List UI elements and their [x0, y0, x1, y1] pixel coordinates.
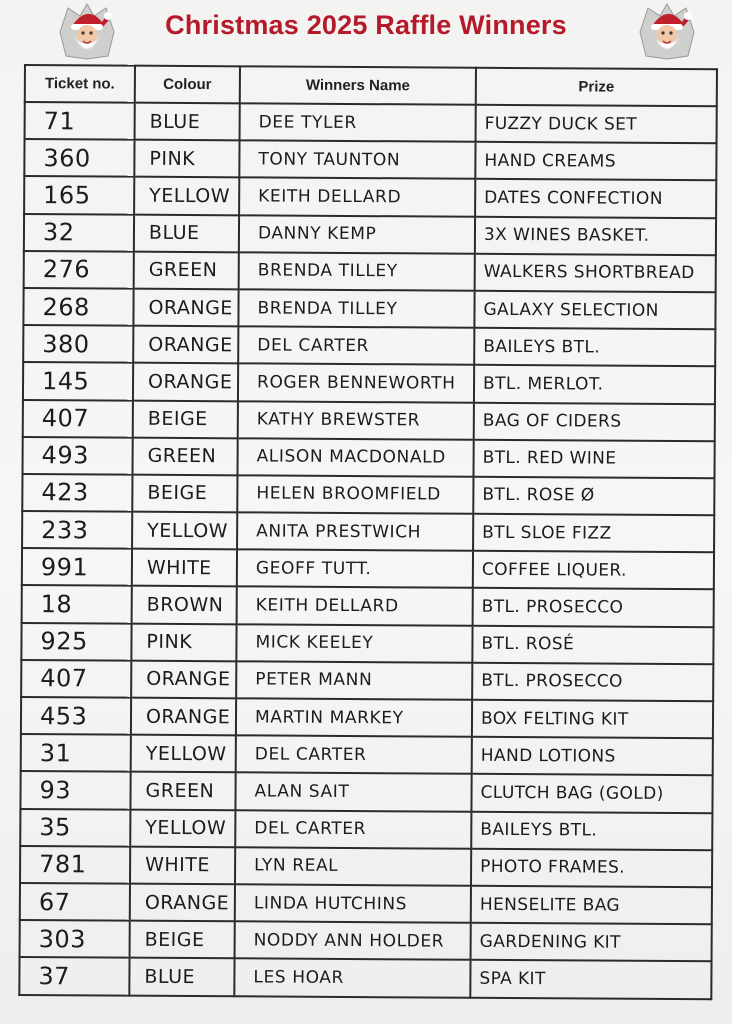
- prize-cell: HAND CREAMS: [475, 142, 716, 181]
- ticket-cell: 71: [25, 102, 135, 140]
- prize-cell: BAILEYS BTL.: [471, 811, 712, 850]
- colour-cell: GREEN: [134, 251, 239, 289]
- winner-name-cell: PETER MANN: [236, 661, 472, 700]
- winner-name-cell: KEITH DELLARD: [239, 178, 475, 217]
- winner-name-cell: MICK KEELEY: [236, 624, 472, 663]
- colour-cell: BEIGE: [133, 400, 238, 438]
- colour-cell: ORANGE: [133, 363, 238, 401]
- colour-cell: BLUE: [134, 214, 239, 252]
- colour-cell: GREEN: [132, 437, 237, 475]
- prize-cell: BTL. MERLOT.: [474, 365, 715, 404]
- winner-name-cell: ANITA PRESTWICH: [237, 512, 473, 551]
- winner-name-cell: ROGER BENNEWORTH: [238, 364, 474, 403]
- colour-cell: YELLOW: [132, 512, 237, 550]
- prize-cell: HAND LOTIONS: [472, 737, 713, 776]
- ticket-cell: 380: [23, 325, 133, 363]
- ticket-cell: 925: [21, 623, 131, 661]
- ticket-cell: 165: [24, 176, 134, 214]
- prize-cell: COFFEE LIQUER.: [473, 551, 714, 590]
- table-row: [23, 362, 715, 403]
- winner-name-cell: BRENDA TILLEY: [239, 252, 475, 291]
- winner-name-cell: LINDA HUTCHINS: [235, 884, 471, 923]
- table-row: [20, 771, 712, 812]
- table-row: [23, 325, 715, 366]
- table-row: [24, 214, 716, 255]
- table-header-row: [25, 65, 717, 106]
- ticket-cell: 276: [24, 251, 134, 289]
- winner-name-cell: DEL CARTER: [236, 735, 472, 774]
- colour-cell: ORANGE: [131, 660, 236, 698]
- ticket-cell: 781: [20, 846, 130, 884]
- winner-name-cell: NODDY ANN HOLDER: [235, 921, 471, 960]
- colour-cell: BLUE: [135, 103, 240, 141]
- winner-name-cell: DEL CARTER: [235, 810, 471, 849]
- header-prize: Prize: [476, 68, 717, 106]
- table-row: [20, 883, 712, 924]
- ticket-cell: 453: [21, 697, 131, 735]
- ticket-cell: 18: [22, 585, 132, 623]
- table-row: [20, 809, 712, 850]
- ticket-cell: 407: [23, 399, 133, 437]
- winner-name-cell: ALAN SAIT: [235, 773, 471, 812]
- colour-cell: ORANGE: [130, 884, 235, 922]
- colour-cell: WHITE: [132, 549, 237, 587]
- prize-cell: BTL. PROSECCO: [473, 588, 714, 627]
- prize-cell: BTL. ROSÉ: [472, 625, 713, 664]
- prize-cell: GALAXY SELECTION: [474, 291, 715, 330]
- table-row: [21, 623, 713, 664]
- header-colour: Colour: [135, 66, 240, 104]
- prize-cell: GARDENING KIT: [471, 923, 712, 962]
- ticket-cell: 360: [24, 139, 134, 177]
- colour-cell: ORANGE: [133, 289, 238, 327]
- ticket-cell: 303: [20, 920, 130, 958]
- table-row: [21, 660, 713, 701]
- table-row: [22, 548, 714, 589]
- colour-cell: GREEN: [130, 772, 235, 810]
- ticket-cell: 31: [21, 734, 131, 772]
- header-winners-name: Winners Name: [240, 66, 476, 104]
- winner-name-cell: LES HOAR: [234, 959, 470, 998]
- prize-cell: SPA KIT: [470, 960, 711, 999]
- colour-cell: BEIGE: [132, 475, 237, 513]
- table-row: [23, 399, 715, 440]
- ticket-cell: 493: [22, 437, 132, 475]
- ticket-cell: 407: [21, 660, 131, 698]
- colour-cell: BEIGE: [130, 921, 235, 959]
- ticket-cell: 35: [20, 809, 130, 847]
- table-row: [21, 697, 713, 738]
- colour-cell: YELLOW: [130, 809, 235, 847]
- table-row: [22, 474, 714, 515]
- page-title: Christmas 2025 Raffle Winners: [165, 10, 567, 40]
- winner-name-cell: MARTIN MARKEY: [236, 698, 472, 737]
- ticket-cell: 145: [23, 362, 133, 400]
- winner-name-cell: KEITH DELLARD: [237, 587, 473, 626]
- colour-cell: ORANGE: [133, 326, 238, 364]
- table-row: [22, 585, 714, 626]
- table-body: [19, 102, 716, 999]
- prize-cell: BTL. ROSE Ø: [473, 477, 714, 516]
- prize-cell: BOX FELTING KIT: [472, 700, 713, 739]
- prize-cell: 3X WINES BASKET.: [475, 216, 716, 255]
- prize-cell: BAILEYS BTL.: [474, 328, 715, 367]
- prize-cell: CLUTCH BAG (GOLD): [471, 774, 712, 813]
- prize-cell: PHOTO FRAMES.: [471, 848, 712, 887]
- winner-name-cell: ALISON MACDONALD: [237, 438, 473, 477]
- winner-name-cell: DEE TYLER: [240, 103, 476, 142]
- winners-table-wrap: [18, 64, 716, 1016]
- ticket-cell: 67: [20, 883, 130, 921]
- table-row: [25, 102, 717, 143]
- table-row: [24, 139, 716, 180]
- colour-cell: WHITE: [130, 846, 235, 884]
- header-ticket: Ticket no.: [25, 65, 135, 103]
- winner-name-cell: TONY TAUNTON: [239, 141, 475, 180]
- prize-cell: BTL. PROSECCO: [472, 663, 713, 702]
- winner-name-cell: BRENDA TILLEY: [238, 289, 474, 328]
- table-row: [22, 511, 714, 552]
- ticket-cell: 268: [23, 288, 133, 326]
- winners-table: [18, 64, 718, 1000]
- ticket-cell: 423: [22, 474, 132, 512]
- ticket-cell: 37: [19, 957, 129, 995]
- table-row: [20, 920, 712, 961]
- winner-name-cell: GEOFF TUTT.: [237, 550, 473, 589]
- winner-name-cell: HELEN BROOMFIELD: [237, 475, 473, 514]
- colour-cell: YELLOW: [134, 177, 239, 215]
- winner-name-cell: LYN REAL: [235, 847, 471, 886]
- prize-cell: BAG OF CIDERS: [474, 402, 715, 441]
- table-row: [20, 846, 712, 887]
- winner-name-cell: KATHY BREWSTER: [238, 401, 474, 440]
- table-row: [19, 957, 711, 998]
- ticket-cell: 233: [22, 511, 132, 549]
- colour-cell: PINK: [131, 623, 236, 661]
- colour-cell: YELLOW: [131, 735, 236, 773]
- ticket-cell: 32: [24, 214, 134, 252]
- table-row: [22, 437, 714, 478]
- prize-cell: DATES CONFECTION: [475, 179, 716, 218]
- ticket-cell: 93: [20, 771, 130, 809]
- table-row: [24, 176, 716, 217]
- prize-cell: FUZZY DUCK SET: [476, 105, 717, 144]
- ticket-cell: 991: [22, 548, 132, 586]
- colour-cell: ORANGE: [131, 698, 236, 736]
- colour-cell: BLUE: [129, 958, 234, 996]
- winner-name-cell: DEL CARTER: [238, 326, 474, 365]
- prize-cell: BTL. RED WINE: [473, 439, 714, 478]
- winner-name-cell: DANNY KEMP: [239, 215, 475, 254]
- table-row: [23, 288, 715, 329]
- prize-cell: BTL SLOE FIZZ: [473, 514, 714, 553]
- colour-cell: PINK: [134, 140, 239, 178]
- table-row: [21, 734, 713, 775]
- prize-cell: WALKERS SHORTBREAD: [475, 254, 716, 293]
- table-row: [24, 251, 716, 292]
- prize-cell: HENSELITE BAG: [471, 886, 712, 925]
- colour-cell: BROWN: [132, 586, 237, 624]
